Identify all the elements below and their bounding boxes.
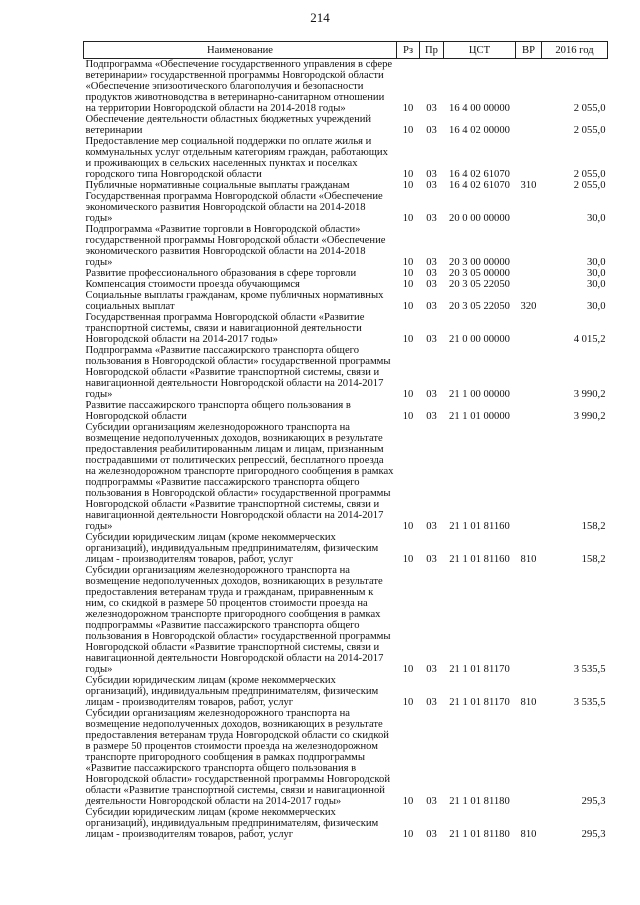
- cell-cst: 21 0 00 00000: [449, 334, 510, 345]
- cell-name: Публичные нормативные социальные выплаты гражданам: [85, 180, 350, 191]
- table-row: [84, 191, 608, 224]
- header-cst: ЦСТ: [444, 42, 516, 59]
- table-row: [84, 565, 608, 675]
- cell-name: Субсидии юридическим лицам (кроме некоммерческих организаций), индивидуальным предпринимателям, физическим лицам - производителям товаров, работ, услуг: [85, 532, 379, 565]
- cell-vr: 320: [520, 301, 537, 312]
- cell-name: Развитие профессионального образования в сфере торговли: [85, 268, 357, 279]
- table-header-row: [84, 42, 608, 59]
- cell-rz: 10: [402, 521, 414, 532]
- cell-year: 2 055,0: [573, 180, 606, 191]
- cell-rz: 10: [402, 268, 414, 279]
- table-row: [84, 422, 608, 532]
- cell-name: Субсидии организациям железнодорожного транспорта на возмещение недополученных доходов, возникающих в результате предоставления ветеранам труда Новгородской области со скидкой в размере 50 процентов стоимости проезда на железнодорожном транспорте пригородного сообщения в рамках подпрограммы «Развитие пассажирского транспорта общего пользования в Новгородской области» государственной программы Новгородской области «Развитие транспортной системы, связи и навигационной деятельности Новгородской области на 2014-2017 годы»: [85, 708, 391, 807]
- cell-name: Подпрограмма «Развитие пассажирского транспорта общего пользования в Новгородской области» государственной программы Новгородской области «Развитие транспортной системы, связи и навигационной деятельности Новгородской области на 2014-2017 годы»: [85, 345, 391, 400]
- header-rz: Рз: [397, 42, 420, 59]
- cell-vr: [516, 191, 542, 224]
- cell-name: Субсидии организациям железнодорожного транспорта на возмещение недополученных доходов, возникающих в результате предоставления реабилитированным лицам и лицам, признанным пострадавшими от политических репрессий, бесплатного проезда на железнодорожном транспорте пригородного сообщения в рамках подпрограммы «Развитие пассажирского транспорта общего пользования в Новгородской области» государственной программы Новгородской области «Развитие транспортной системы, связи и навигационной деятельности Новгородской области на 2014-2017 годы»: [85, 422, 394, 532]
- cell-cst: 21 1 01 00000: [449, 411, 510, 422]
- cell-cst: 20 3 05 00000: [449, 268, 510, 279]
- cell-cst: 21 1 01 81180: [449, 796, 510, 807]
- cell-rz: 10: [402, 279, 414, 290]
- header-year: 2016 год: [542, 42, 608, 59]
- table-row: [84, 708, 608, 807]
- table-row: [84, 114, 608, 136]
- table-row: [84, 400, 608, 422]
- header-pr: Пр: [420, 42, 444, 59]
- cell-vr: 810: [520, 697, 537, 708]
- cell-vr: [516, 224, 542, 268]
- cell-cst: 20 3 05 22050: [449, 279, 510, 290]
- table-row: [84, 136, 608, 180]
- cell-vr: [516, 345, 542, 400]
- cell-name: Компенсация стоимости проезда обучающимся: [85, 279, 300, 290]
- cell-cst: 16 4 02 00000: [449, 125, 510, 136]
- cell-cst: 21 1 01 81160: [449, 521, 510, 532]
- cell-year: 295,3: [581, 829, 606, 840]
- cell-rz: 10: [402, 334, 414, 345]
- cell-pr: 03: [426, 301, 437, 312]
- cell-name: Подпрограмма «Развитие торговли в Новгородской области» государственной программы Новгородской области «Обеспечение экономического развития Новгородской области на 2014-2018 годы»: [85, 224, 386, 268]
- cell-year: 3 535,5: [573, 664, 606, 675]
- cell-name: Государственная программа Новгородской области «Обеспечение экономического развития Новгородской области на 2014-2018 годы»: [85, 191, 383, 224]
- cell-name: Субсидии юридическим лицам (кроме некоммерческих организаций), индивидуальным предпринимателям, физическим лицам - производителям товаров, работ, услуг: [85, 675, 379, 708]
- cell-pr: 03: [426, 279, 437, 290]
- cell-year: 3 990,2: [573, 411, 606, 422]
- cell-vr: [516, 279, 542, 290]
- cell-pr: 03: [426, 257, 437, 268]
- cell-rz: 10: [402, 125, 414, 136]
- cell-year: 30,0: [586, 279, 606, 290]
- cell-pr: 03: [426, 213, 437, 224]
- table-row: [84, 279, 608, 290]
- cell-year: 158,2: [581, 554, 606, 565]
- cell-vr: [516, 59, 542, 115]
- cell-year: 295,3: [581, 796, 606, 807]
- cell-cst: 16 4 02 61070: [449, 180, 510, 191]
- cell-cst: 21 1 01 81180: [449, 829, 510, 840]
- cell-pr: 03: [426, 334, 437, 345]
- cell-pr: 03: [426, 169, 437, 180]
- table-row: [84, 180, 608, 191]
- cell-rz: 10: [402, 301, 414, 312]
- cell-rz: 10: [402, 411, 414, 422]
- table-row: [84, 312, 608, 345]
- header-vr: ВР: [516, 42, 542, 59]
- cell-name: Подпрограмма «Обеспечение государственного управления в сфере ветеринарии» государственной программы Новгородской области «Обеспечение эпизоотического благополучия и безопасности продуктов животноводства в ветеринарно-санитарном отношении на территории Новгородской области на 2014-2018 годы»: [85, 59, 393, 114]
- cell-name: Развитие пассажирского транспорта общего пользования в Новгородской области: [85, 400, 351, 422]
- cell-vr: [516, 422, 542, 532]
- cell-rz: 10: [402, 829, 414, 840]
- cell-rz: 10: [402, 257, 414, 268]
- cell-cst: 21 1 01 81170: [449, 664, 510, 675]
- cell-pr: 03: [426, 554, 437, 565]
- cell-rz: 10: [402, 664, 414, 675]
- cell-cst: 21 1 00 00000: [449, 389, 510, 400]
- cell-year: 158,2: [581, 521, 606, 532]
- cell-vr: 310: [520, 180, 537, 191]
- cell-pr: 03: [426, 389, 437, 400]
- cell-cst: 16 4 00 00000: [449, 103, 510, 114]
- table-row: [84, 532, 608, 565]
- table-row: [84, 290, 608, 312]
- cell-name: Обеспечение деятельности областных бюджетных учреждений ветеринарии: [85, 114, 372, 136]
- cell-rz: 10: [402, 213, 414, 224]
- cell-vr: [516, 268, 542, 279]
- cell-vr: [516, 136, 542, 180]
- cell-year: 30,0: [586, 268, 606, 279]
- cell-name: Социальные выплаты гражданам, кроме публичных нормативных социальных выплат: [85, 290, 384, 312]
- page-number: 214: [310, 10, 330, 25]
- cell-pr: 03: [426, 829, 437, 840]
- cell-rz: 10: [402, 554, 414, 565]
- cell-vr: [516, 400, 542, 422]
- cell-year: 3 990,2: [573, 389, 606, 400]
- cell-vr: [516, 565, 542, 675]
- cell-rz: 10: [402, 697, 414, 708]
- table-row: [84, 807, 608, 840]
- table-row: [84, 224, 608, 268]
- cell-vr: [516, 708, 542, 807]
- table-row: [84, 268, 608, 279]
- table-row: [84, 59, 608, 115]
- cell-cst: 20 0 00 00000: [449, 213, 510, 224]
- cell-rz: 10: [402, 103, 414, 114]
- cell-name: Субсидии организациям железнодорожного транспорта на возмещение недополученных доходов, возникающих в результате предоставления ветеранам труда и гражданам, приравненным к ним, со скидкой в размере 50 процентов стоимости проезда на железнодорожном транспорте пригородного сообщения в рамках подпрограммы «Развитие пассажирского транспорта общего пользования в Новгородской области» государственной программы Новгородской области «Развитие транспортной системы, связи и навигационной деятельности Новгородской области на 2014-2017 годы»: [85, 565, 391, 675]
- cell-pr: 03: [426, 521, 437, 532]
- table-row: [84, 675, 608, 708]
- cell-year: 4 015,2: [573, 334, 606, 345]
- cell-vr: [516, 312, 542, 345]
- cell-vr: [516, 114, 542, 136]
- cell-year: 30,0: [586, 257, 606, 268]
- cell-pr: 03: [426, 268, 437, 279]
- budget-table: [83, 41, 608, 840]
- cell-cst: 20 3 00 00000: [449, 257, 510, 268]
- cell-pr: 03: [426, 411, 437, 422]
- cell-year: 30,0: [586, 213, 606, 224]
- cell-pr: 03: [426, 125, 437, 136]
- table-row: [84, 345, 608, 400]
- cell-rz: 10: [402, 180, 414, 191]
- cell-year: 2 055,0: [573, 169, 606, 180]
- cell-year: 2 055,0: [573, 103, 606, 114]
- cell-cst: 16 4 02 61070: [449, 169, 510, 180]
- cell-pr: 03: [426, 697, 437, 708]
- cell-name: Предоставление мер социальной поддержки по оплате жилья и коммунальных услуг отдельным категориям граждан, работающих и проживающих в сельских населенных пунктах и поселках городского типа Новгородской области: [85, 136, 388, 180]
- cell-cst: 20 3 05 22050: [449, 301, 510, 312]
- cell-cst: 21 1 01 81160: [449, 554, 510, 565]
- cell-year: 2 055,0: [573, 125, 606, 136]
- cell-cst: 21 1 01 81170: [449, 697, 510, 708]
- cell-year: 30,0: [586, 301, 606, 312]
- cell-rz: 10: [402, 169, 414, 180]
- header-name: Наименование: [84, 42, 397, 59]
- cell-pr: 03: [426, 796, 437, 807]
- cell-name: Государственная программа Новгородской области «Развитие транспортной системы, связи и навигационной деятельности Новгородской области на 2014-2017 годы»: [85, 312, 365, 345]
- cell-rz: 10: [402, 389, 414, 400]
- cell-vr: 810: [520, 829, 537, 840]
- cell-year: 3 535,5: [573, 697, 606, 708]
- cell-pr: 03: [426, 103, 437, 114]
- cell-pr: 03: [426, 664, 437, 675]
- cell-pr: 03: [426, 180, 437, 191]
- cell-rz: 10: [402, 796, 414, 807]
- cell-vr: 810: [520, 554, 537, 565]
- cell-name: Субсидии юридическим лицам (кроме некоммерческих организаций), индивидуальным предпринимателям, физическим лицам - производителям товаров, работ, услуг: [85, 807, 379, 840]
